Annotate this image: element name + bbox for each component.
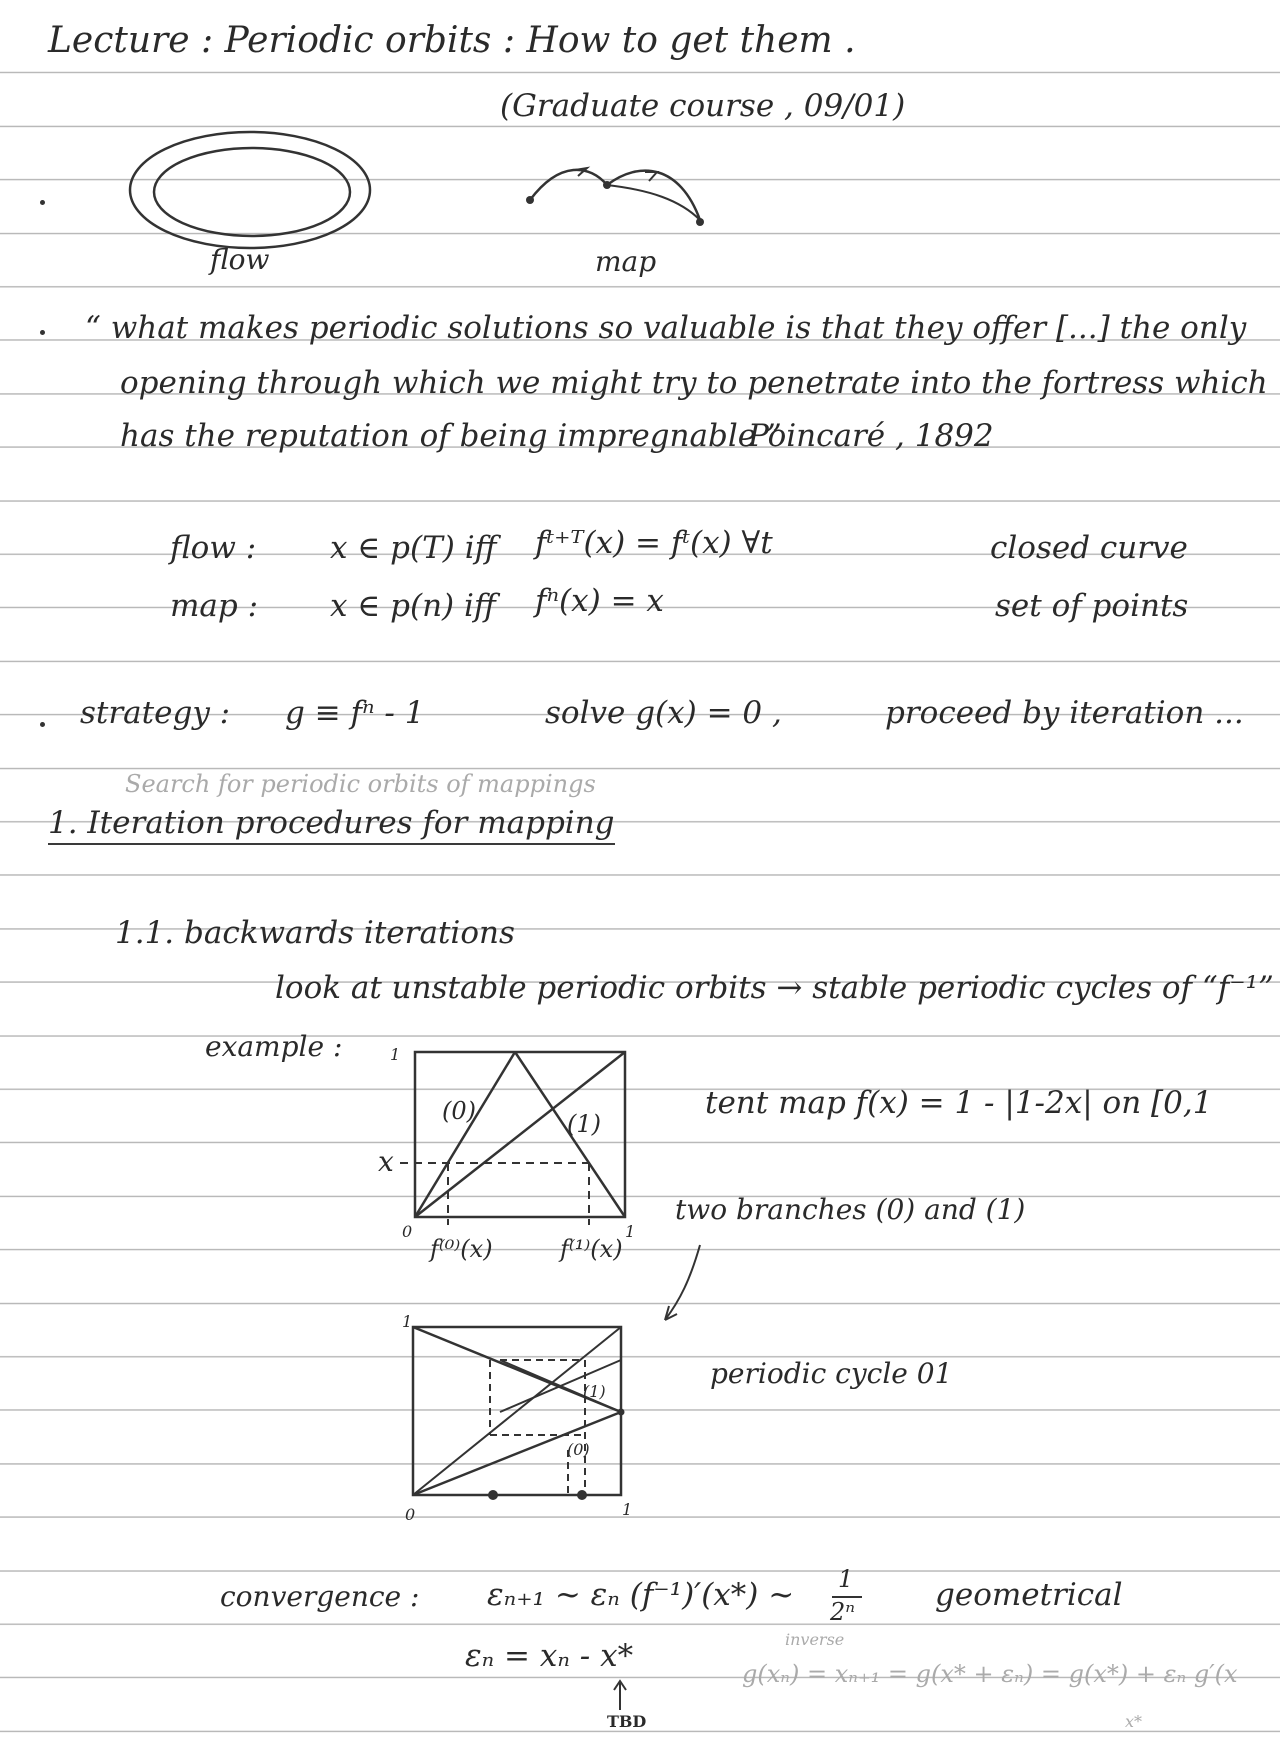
strategy-label: strategy : [80, 695, 231, 731]
def-map-desc: set of points [995, 588, 1189, 624]
def-flow-cond: x ∈ p(T) iff [330, 530, 497, 566]
cycle-x-end-label: 1 [622, 1500, 633, 1519]
flow-sketch-label: flow [210, 243, 270, 276]
def-map-cond: x ∈ p(n) iff [330, 588, 496, 624]
subsection-heading: 1.1. backwards iterations [115, 915, 515, 951]
tent-inverse-0-label: f⁽⁰⁾(x) [430, 1235, 493, 1263]
quote-line-1: “ what makes periodic solutions so valuable is that they offer [...] the only [85, 310, 1247, 346]
tent-branch-0-label: (0) [442, 1097, 476, 1125]
def-flow-eq: fᵗ⁺ᵀ(x) = fᵗ(x) ∀t [535, 525, 773, 561]
convergence-frac-den: 2ⁿ [830, 1598, 855, 1626]
tent-y-top-label: 1 [390, 1045, 401, 1064]
cycle-branch-1-label: (1) [583, 1382, 606, 1401]
quote-line-2: opening through which we might try to penetrate into the fortress which [120, 365, 1268, 401]
periodic-cycle-label: periodic cycle 01 [710, 1357, 953, 1390]
quote-author: Poincaré , 1892 [748, 418, 994, 454]
tbd-label: TBD [607, 1712, 647, 1731]
strategy-g-def: g ≡ fⁿ - 1 [285, 695, 425, 731]
cycle-origin-label: 0 [405, 1505, 416, 1524]
tent-map-definition: tent map f(x) = 1 - |1-2x| on [0,1 [705, 1085, 1213, 1121]
convergence-equation: εₙ₊₁ ~ εₙ (f⁻¹)′(x*) ~ [487, 1577, 795, 1613]
quote-line-3: has the reputation of being impregnable ” [120, 418, 782, 454]
convergence-label: convergence : [220, 1580, 420, 1613]
tent-inverse-1-label: f⁽¹⁾(x) [560, 1235, 623, 1263]
tent-branch-1-label: (1) [567, 1110, 601, 1138]
tent-x-mark-label: x [378, 1145, 394, 1178]
error-definition: εₙ = xₙ - x* [465, 1638, 634, 1674]
cycle-y-top-label: 1 [402, 1312, 413, 1331]
faint-note: Search for periodic orbits of mappings [125, 770, 596, 798]
tent-two-branches: two branches (0) and (1) [675, 1193, 1026, 1226]
strategy-solve: solve g(x) = 0 , [545, 695, 782, 731]
cycle-branch-0-label: (0) [567, 1440, 590, 1459]
subsection-line: look at unstable periodic orbits → stable periodic cycles of “f⁻¹” [275, 970, 1274, 1006]
example-label: example : [205, 1030, 343, 1063]
tent-x-end-label: 1 [625, 1222, 636, 1241]
def-flow-kind: flow : [170, 530, 257, 566]
strategy-proceed: proceed by iteration ... [885, 695, 1244, 731]
def-map-eq: fⁿ(x) = x [535, 583, 664, 619]
tent-origin-label: 0 [402, 1222, 413, 1241]
faint-equation: g(xₙ) = xₙ₊₁ = g(x* + εₙ) = g(x*) + εₙ g′(x [742, 1660, 1238, 1688]
convergence-kind: geometrical [935, 1577, 1123, 1613]
page-subtitle: (Graduate course , 09/01) [500, 88, 906, 124]
def-flow-desc: closed curve [990, 530, 1188, 566]
section-heading: 1. Iteration procedures for mapping [48, 805, 615, 845]
page-title: Lecture : Periodic orbits : How to get them . [48, 20, 856, 61]
map-sketch-label: map [595, 245, 657, 278]
def-map-kind: map : [170, 588, 259, 624]
inverse-note: inverse [785, 1630, 845, 1649]
faint-subscript: x* [1125, 1712, 1143, 1731]
convergence-frac-num: 1 [838, 1565, 854, 1593]
